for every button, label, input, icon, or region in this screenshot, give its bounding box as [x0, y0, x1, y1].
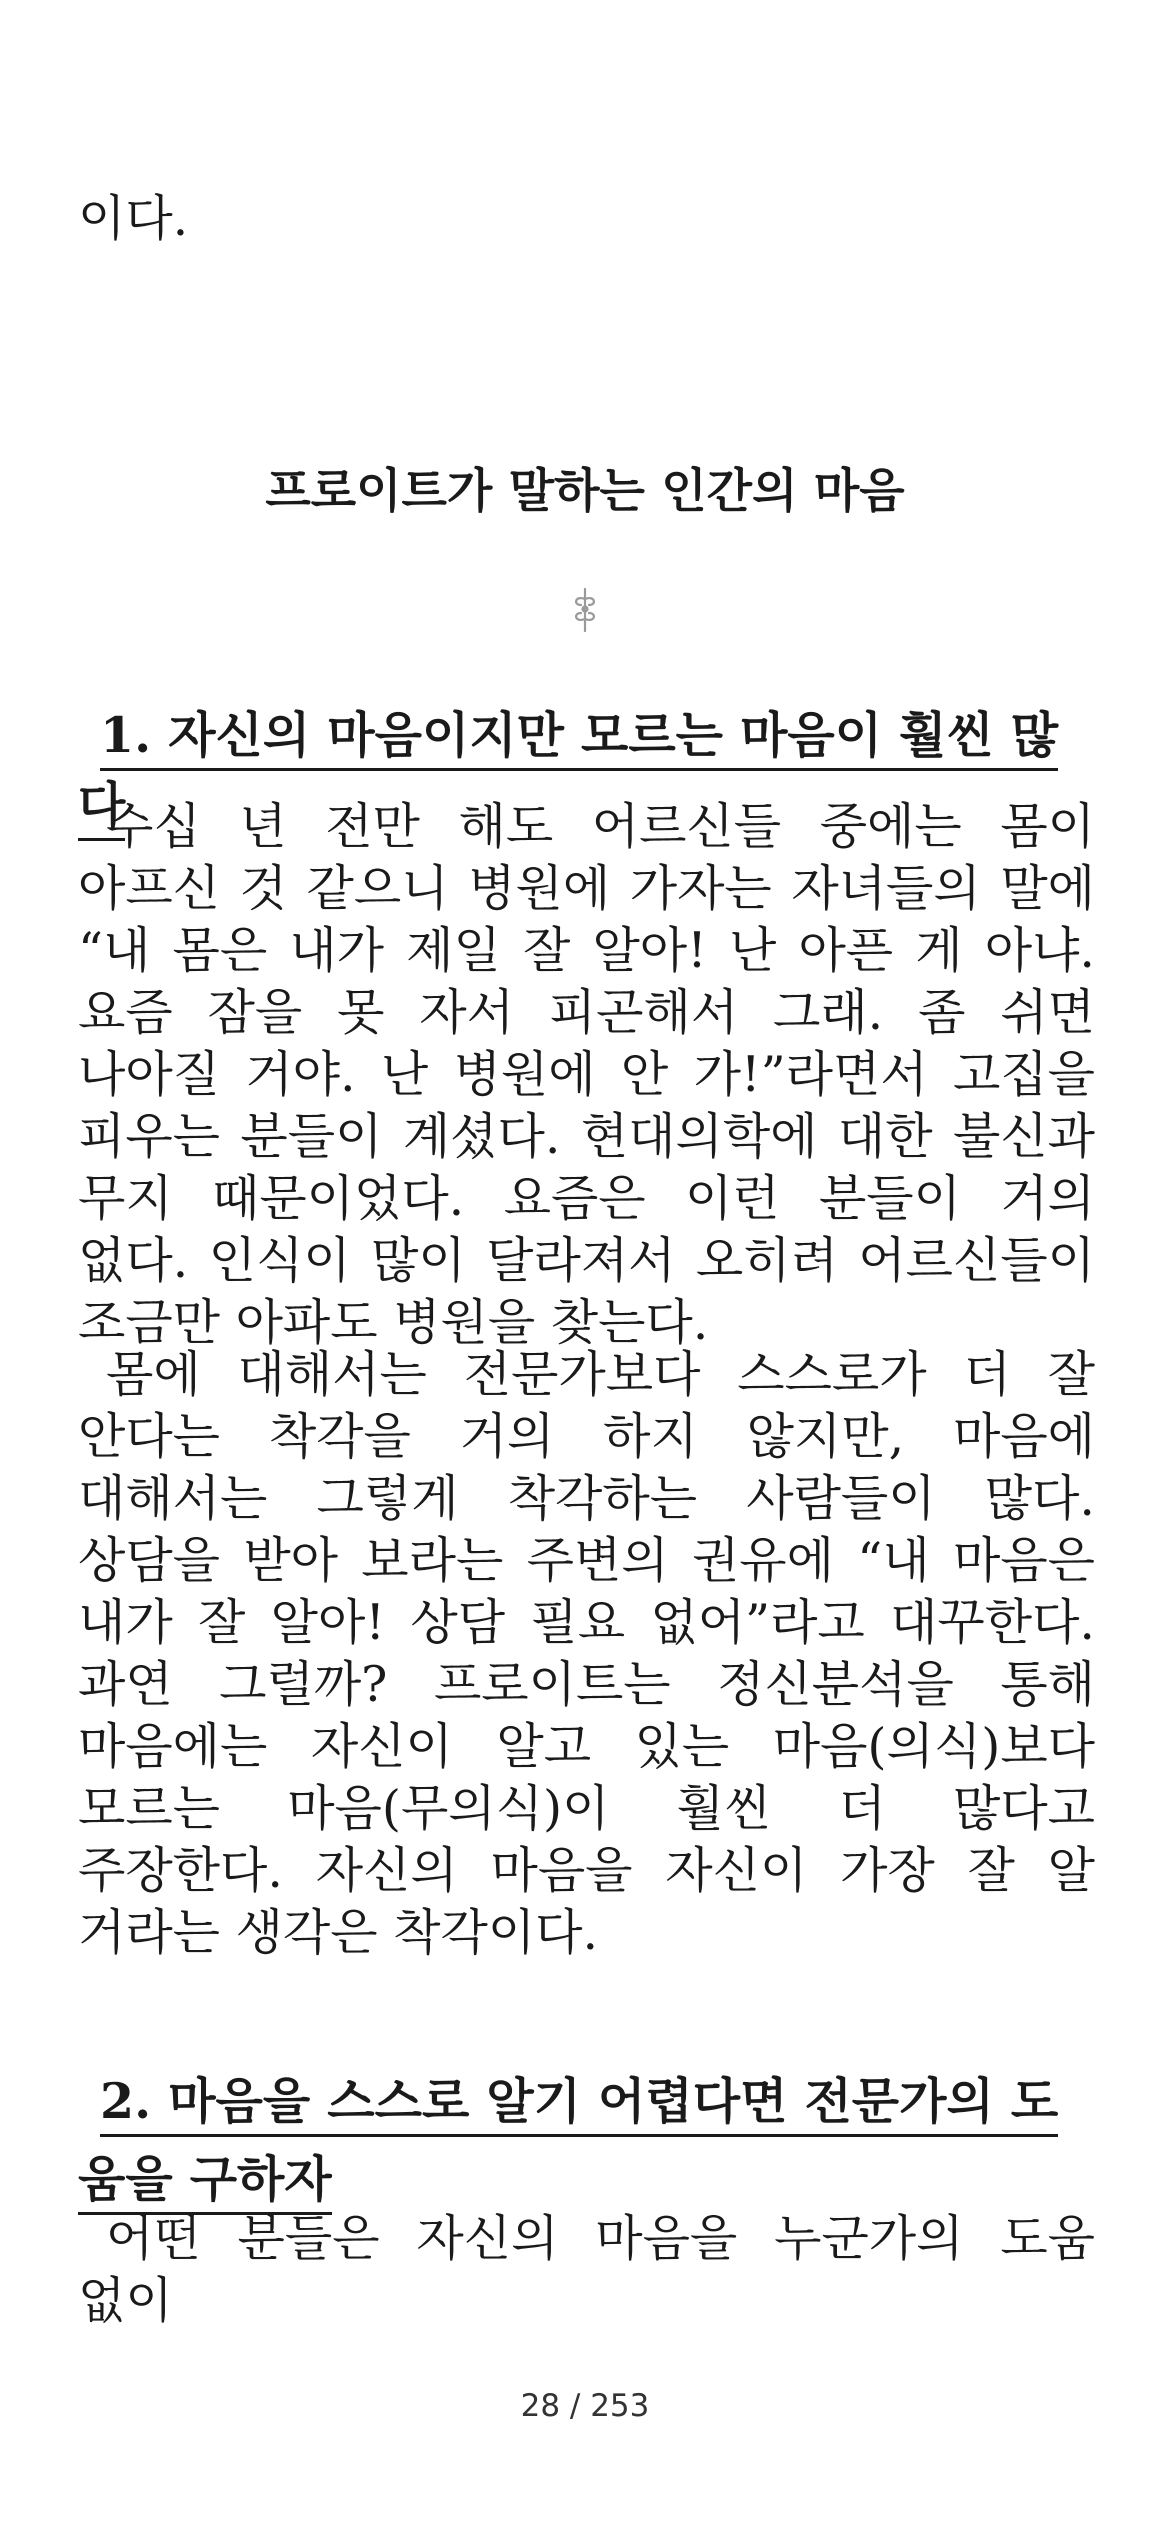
subheading-2 [78, 2062, 1095, 2218]
subheading-2-text: 2. 마음을 스스로 알기 어렵다면 전문가의 도움을 구하자 [78, 2072, 1058, 2215]
section-title: 프로이트가 말하는 인간의 마음 [265, 464, 905, 519]
body-paragraph-2: 몸에 대해서는 전문가보다 스스로가 더 잘 안다는 착각을 거의 하지 않지만, 마음에 대해서는 그렇게 착각하는 사람들이 많다. 상담을 받아 보라는 주변의 권유에 “내 마음은 내가 잘 알아! 상담 필요 없어”라고 대꾸한다. 과연 그럴까? 프로이트는 정신분석을 통해 마음에는 자신이 알고 있는 마음(의식)보다 모르는 마음(무의식)이 훨씬 더 많다고 주장한다. 자신의 마음을 자신이 가장 잘 알 거라는 생각은 착각이다. [78, 1346, 1095, 1961]
body-paragraph-1: 수십 년 전만 해도 어르신들 중에는 몸이 아프신 것 같으니 병원에 가자는 자녀들의 말에 “내 몸은 내가 제일 잘 알아! 난 아픈 게 아냐. 요즘 잠을 못 자서 피곤해서 그래. 좀 쉬면 나아질 거야. 난 병원에 안 가!”라면서 고집을 피우는 분들이 계셨다. 현대의학에 대한 불신과 무지 때문이었다. 요즘은 이런 분들이 거의 없다. 인식이 많이 달라져서 오히려 어르신들이 조금만 아파도 병원을 찾는다. [78, 798, 1095, 1351]
subheading-1-text: 1. 자신의 마음이지만 모르는 마음이 훨씬 많다 [78, 706, 1058, 841]
flourish-ornament-icon [565, 585, 605, 635]
page-number: 28 / 253 [520, 2388, 650, 2424]
previous-paragraph-tail: 이다. [78, 190, 189, 247]
body-paragraph-3: 어떤 분들은 자신의 마음을 누군가의 도움 없이 [78, 2210, 1095, 2329]
